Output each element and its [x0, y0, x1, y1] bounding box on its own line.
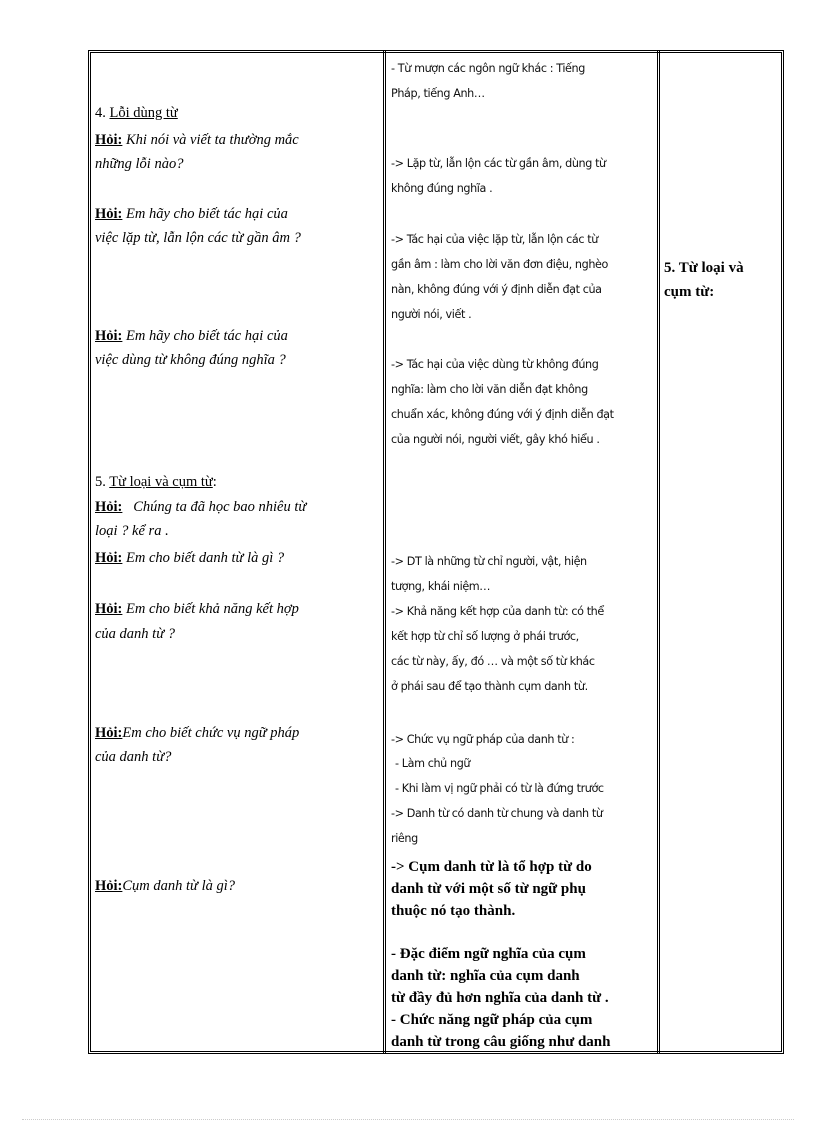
answer-5-line-4: ở phái sau để tạo thành cụm danh từ. [391, 680, 588, 693]
section-number: 4. [95, 105, 110, 121]
page-bottom-rule [22, 1119, 794, 1120]
question-2 [95, 205, 288, 223]
question-text: Em cho biết chức vụ ngữ pháp [122, 725, 300, 741]
question-text: Khi nói và viết ta thường mắc [126, 132, 299, 148]
answer-7-line-1: -> Cụm danh từ là tổ hợp từ do [391, 859, 592, 875]
question-4 [95, 498, 306, 516]
question-text: Em cho biết danh từ là gì ? [126, 550, 285, 566]
question-3 [95, 327, 288, 345]
answer-0-line-1: - Từ mượn các ngôn ngữ khác : Tiếng [391, 62, 585, 75]
question-label: Hỏi: [95, 725, 123, 741]
column-divider-right [657, 50, 660, 1054]
answer-3-line-1: -> Tác hại của việc dùng từ không đúng [391, 358, 599, 371]
question-2-cont: việc lặp từ, lẫn lộn các từ gần âm ? [95, 230, 301, 246]
section-title: Lỗi dùng từ [109, 105, 178, 121]
section-number: 5. [95, 474, 110, 490]
answer-4-line-2: tượng, khái niệm… [391, 580, 491, 593]
question-label: Hỏi: [95, 601, 123, 617]
question-4-cont: loại ? kể ra . [95, 523, 169, 539]
answer-5-line-3: các từ này, ấy, đó … và một số từ khác [391, 655, 595, 668]
question-text: Em hãy cho biết tác hại của [126, 328, 288, 344]
answer-2-line-3: nàn, không đúng với ý định diễn đạt của [391, 283, 602, 296]
question-3-cont: việc dùng từ không đúng nghĩa ? [95, 352, 286, 368]
answer-6-line-2: - Làm chủ ngữ [395, 757, 471, 770]
answer-1-line-2: không đúng nghĩa . [391, 182, 493, 195]
question-text: Cụm danh từ là gì? [122, 878, 236, 894]
answer-1-line-1: -> Lặp từ, lẫn lộn các từ gần âm, dùng từ [391, 157, 606, 170]
question-text: Em cho biết khả năng kết hợp [126, 601, 299, 617]
question-label: Hỏi: [95, 499, 123, 515]
answer-5-line-1: -> Khả năng kết hợp của danh từ: có thể [391, 605, 604, 618]
answer-8-line-3: từ đầy đủ hơn nghĩa của danh từ . [391, 990, 609, 1006]
question-label: Hỏi: [95, 328, 123, 344]
question-7-cont: của danh từ? [95, 749, 172, 765]
question-text: Chúng ta đã học bao nhiêu từ [133, 499, 307, 515]
question-text: Em hãy cho biết tác hại của [126, 206, 288, 222]
section-title: Từ loại và cụm từ [109, 474, 213, 490]
answer-6-line-4: -> Danh từ có danh từ chung và danh từ [391, 807, 603, 820]
section-heading-4 [95, 104, 178, 122]
section-heading-5 [95, 473, 217, 491]
question-6 [95, 600, 299, 618]
answer-8-line-1: - Đặc điểm ngữ nghĩa của cụm [391, 946, 586, 962]
question-label: Hỏi: [95, 206, 123, 222]
answer-9-line-2: danh từ trong câu giống như danh [391, 1034, 611, 1050]
answer-3-line-2: nghĩa: làm cho lời văn diễn đạt không [391, 383, 588, 396]
column-divider-left [383, 50, 386, 1054]
answer-4-line-1: -> DT là những từ chỉ người, vật, hiện [391, 555, 587, 568]
question-label: Hỏi: [95, 550, 123, 566]
question-6-cont: của danh từ ? [95, 626, 175, 642]
right-heading-line-1: 5. Từ loại và [664, 260, 744, 276]
answer-2-line-4: người nói, viết . [391, 308, 472, 321]
answer-2-line-2: gần âm : làm cho lời văn đơn điệu, nghèo [391, 258, 608, 271]
answer-2-line-1: -> Tác hại của việc lặp từ, lẫn lộn các từ [391, 233, 598, 246]
question-8 [95, 877, 235, 895]
answer-6-line-5: riêng [391, 832, 418, 845]
answer-9-line-1: - Chức năng ngữ pháp của cụm [391, 1012, 593, 1028]
question-label: Hỏi: [95, 132, 123, 148]
answer-3-line-3: chuẩn xác, không đúng với ý định diễn đạt [391, 408, 614, 421]
question-1 [95, 131, 299, 149]
answer-5-line-2: kết hợp từ chỉ số lượng ở phái trước, [391, 630, 579, 643]
answer-8-line-2: danh từ: nghĩa của cụm danh [391, 968, 580, 984]
answer-7-line-3: thuộc nó tạo thành. [391, 903, 516, 919]
answer-7-line-2: danh từ với một số từ ngữ phụ [391, 881, 586, 897]
answer-6-line-1: -> Chức vụ ngữ pháp của danh từ : [391, 733, 575, 746]
answer-3-line-4: của người nói, người viết, gây khó hiểu . [391, 433, 600, 446]
answer-0-line-2: Pháp, tiếng Anh… [391, 87, 485, 100]
question-5 [95, 549, 284, 567]
right-heading-line-2: cụm từ: [664, 284, 715, 300]
answer-6-line-3: - Khi làm vị ngữ phải có từ là đứng trước [395, 782, 604, 795]
question-1-cont: những lỗi nào? [95, 156, 184, 172]
question-label: Hỏi: [95, 878, 123, 894]
section-colon: : [212, 474, 217, 490]
question-7 [95, 724, 299, 742]
